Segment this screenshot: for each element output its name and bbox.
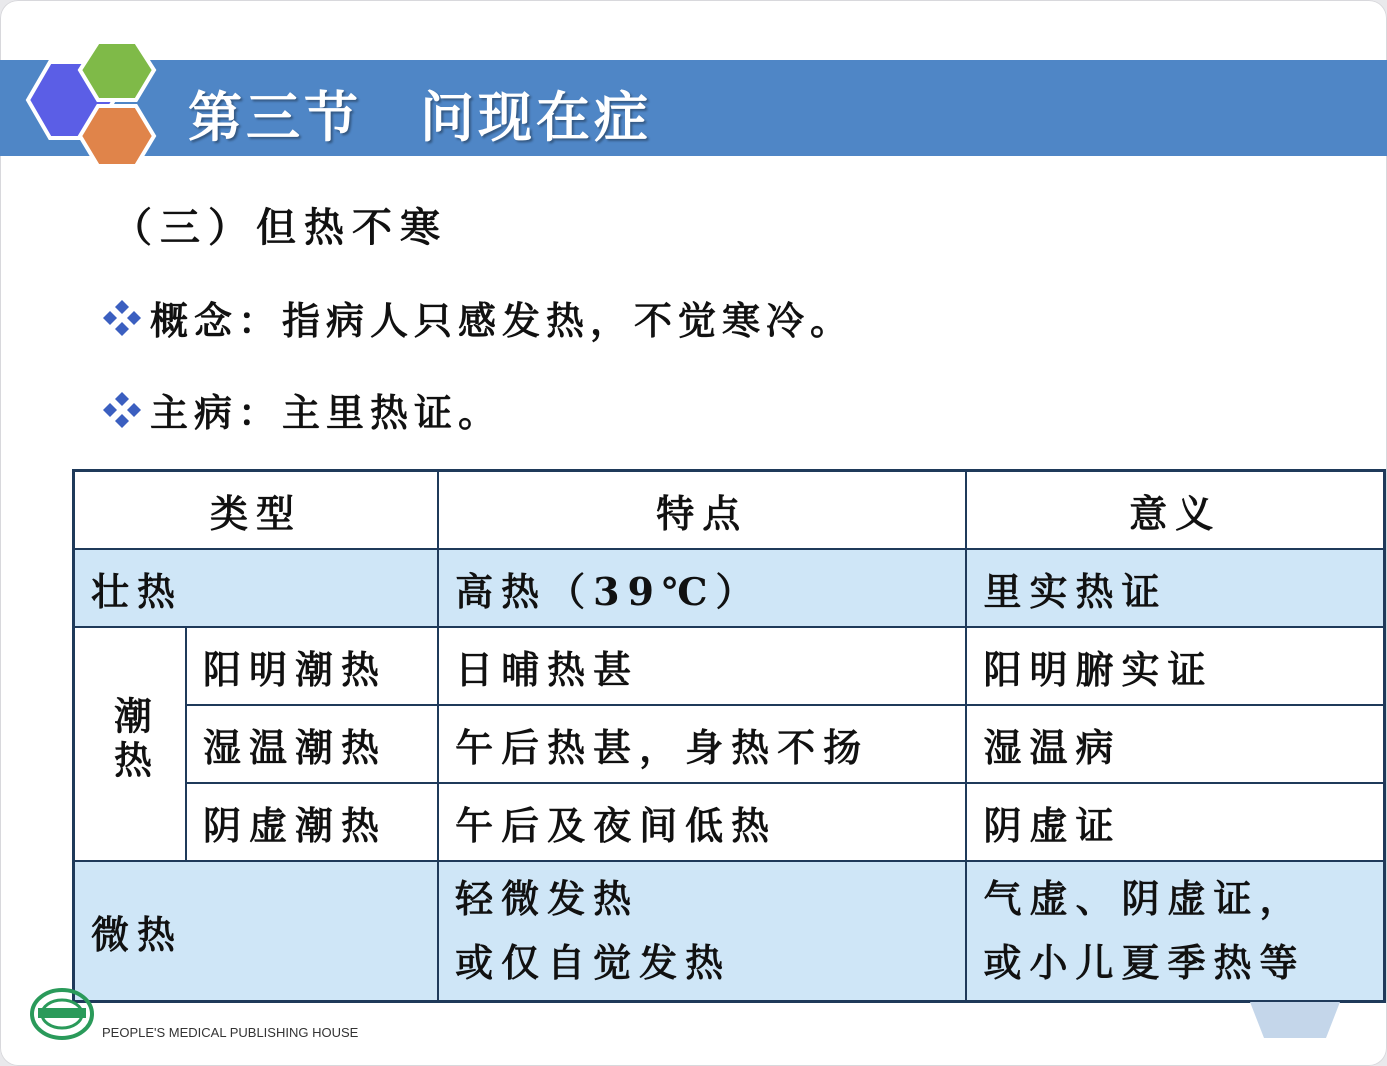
publisher-name: PEOPLE'S MEDICAL PUBLISHING HOUSE	[102, 1025, 359, 1040]
cell-feature: 高热（39℃）	[438, 549, 966, 627]
cell-type: 微热	[74, 861, 439, 1002]
publisher-logo	[28, 982, 358, 1042]
hex-green-icon	[80, 42, 154, 100]
feature-line: 或仅自觉发热	[455, 940, 732, 985]
fever-type-table	[72, 469, 1386, 1003]
cell-feature: 午后热甚，身热不扬	[438, 705, 966, 783]
page-title: 第三节 问现在症	[188, 86, 652, 149]
cell-meaning	[966, 861, 1384, 1002]
cell-feature	[438, 861, 966, 1002]
cell-feature: 日晡热甚	[438, 627, 966, 705]
diamond-bullet-icon	[100, 298, 144, 338]
cell-meaning: 阴虚证	[966, 783, 1384, 861]
bullet-concept-text: 概念：指病人只感发热，不觉寒冷。	[150, 298, 855, 343]
next-slide-icon[interactable]	[1250, 1000, 1340, 1040]
bullet-disease	[100, 382, 502, 437]
bullet-disease-text: 主病：主里热证。	[150, 390, 503, 435]
diamond-bullet-icon	[100, 390, 144, 430]
subheading: （三）但热不寒	[112, 204, 448, 251]
cell-group-chaore	[74, 627, 187, 861]
header-meaning: 意义	[966, 471, 1384, 550]
cell-meaning: 湿温病	[966, 705, 1384, 783]
feature-line: 轻微发热	[455, 876, 640, 921]
cell-meaning: 阳明腑实证	[966, 627, 1384, 705]
table-header-row	[74, 471, 1385, 550]
cell-feature: 午后及夜间低热	[438, 783, 966, 861]
bullet-concept	[100, 290, 854, 345]
table-row	[74, 861, 1385, 1002]
meaning-line: 气虚、阴虚证，	[983, 876, 1306, 921]
table-row	[74, 549, 1385, 627]
header-feature: 特点	[438, 471, 966, 550]
meaning-line: 或小儿夏季热等	[983, 940, 1306, 985]
table-row	[74, 783, 1385, 861]
cell-subtype: 湿温潮热	[186, 705, 438, 783]
cell-subtype: 阳明潮热	[186, 627, 438, 705]
table-row	[74, 705, 1385, 783]
cell-subtype: 阴虚潮热	[186, 783, 438, 861]
table-row	[74, 627, 1385, 705]
publisher-emblem-icon	[28, 982, 98, 1042]
hex-orange-icon	[80, 106, 154, 166]
header-type: 类型	[74, 471, 439, 550]
cell-type: 壮热	[74, 549, 439, 627]
hexagon-logo-icon	[18, 38, 168, 178]
cell-meaning: 里实热证	[966, 549, 1384, 627]
group-label: 潮热	[107, 695, 153, 784]
